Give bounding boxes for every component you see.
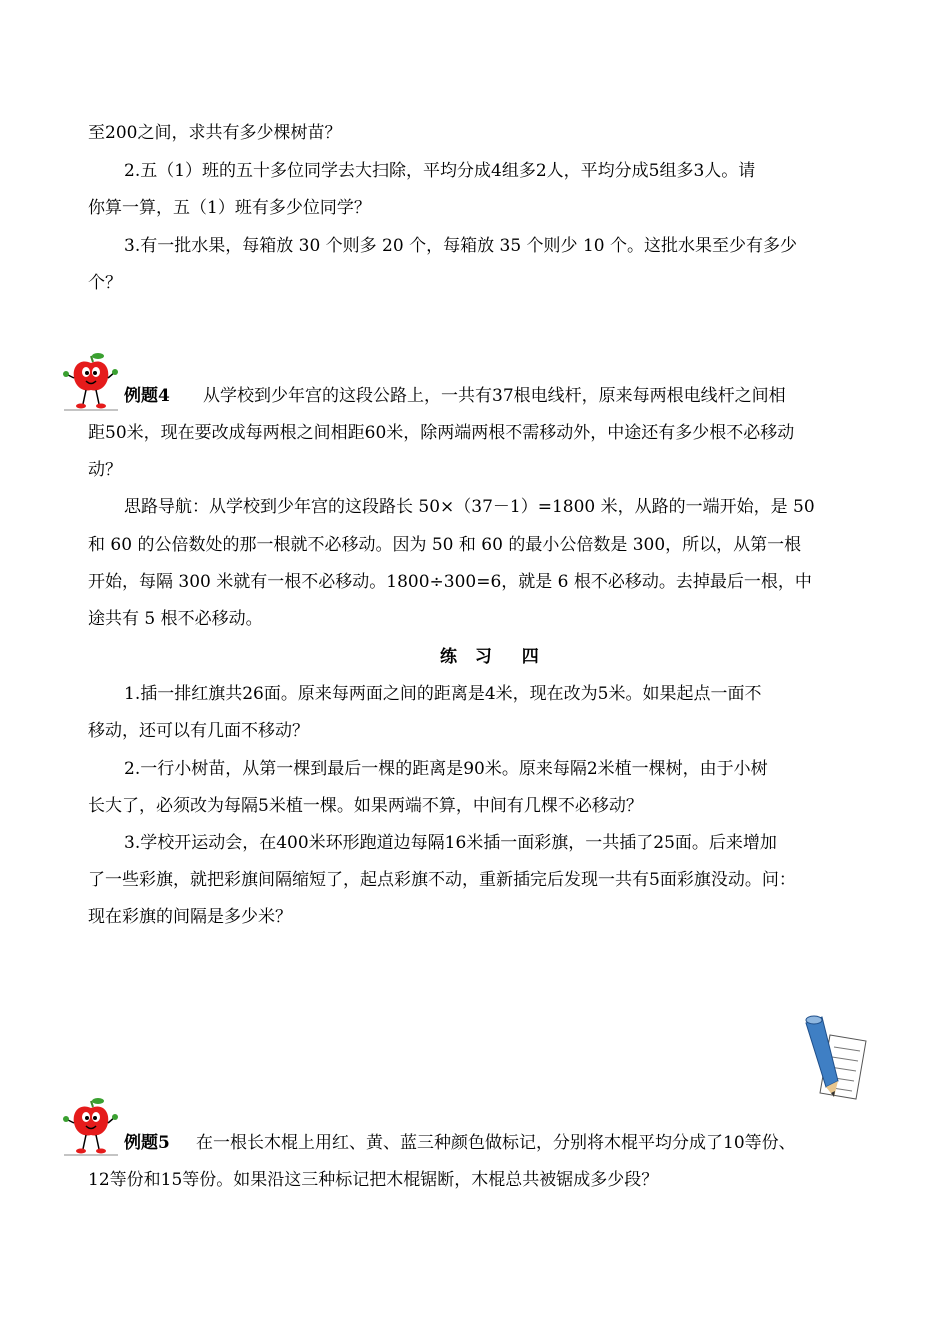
apple-mascot-icon [60,1095,122,1157]
pencil-paper-icon [800,1013,870,1103]
example-label: 例题4 [124,386,170,406]
hint-line: 开始，每隔 300 米就有一根不必移动。1800÷300=6，就是 6 根不必移动。去掉最后一根，中 [88,572,812,592]
exercise-line: 了一些彩旗，就把彩旗间隔缩短了，起点彩旗不动，重新插完后发现一共有5面彩旗没动。问： [88,870,796,890]
problem-line: 个？ [88,273,122,293]
exercise-line: 3.学校开运动会，在400米环形跑道边每隔16米插一面彩旗，一共插了25面。后来增加 [124,833,777,853]
example-text-line: 从学校到少年宫的这段公路上，一共有37根电线杆，原来每两根电线杆之间相 [203,386,786,406]
exercise-line: 长大了，必须改为每隔5米植一棵。如果两端不算，中间有几棵不必移动？ [88,796,643,816]
exercise-line: 2.一行小树苗，从第一棵到最后一棵的距离是90米。原来每隔2米植一棵树，由于小树 [124,759,768,779]
example-label: 例题5 [124,1133,170,1153]
example-text-line: 动？ [88,460,122,480]
example-text-line: 在一根长木棍上用红、黄、蓝三种颜色做标记，分别将木棍平均分成了10等份、 [196,1133,796,1153]
hint-line: 和 60 的公倍数处的那一根就不必移动。因为 50 和 60 的最小公倍数是 300，所以，从第一根 [88,535,802,555]
exercise-line: 移动，还可以有几面不移动？ [88,721,309,741]
problem-line: 3.有一批水果，每箱放 30 个则多 20 个，每箱放 35 个则少 10 个。这批水果至少有多少 [124,236,797,256]
hint-line: 思路导航：从学校到少年宫的这段路长 50×（37－1）=1800 米，从路的一端开始，是 50 [124,497,815,517]
problem-line: 至200之间，求共有多少棵树苗？ [88,123,342,143]
exercise-line: 现在彩旗的间隔是多少米？ [88,907,292,927]
example-text-line: 12等份和15等份。如果沿这三种标记把木棍锯断，木棍总共被锯成多少段？ [88,1170,659,1190]
section-title: 练 习 四 [440,647,545,667]
exercise-line: 1.插一排红旗共26面。原来每两面之间的距离是4米，现在改为5米。如果起点一面不 [124,684,762,704]
example-text-line: 距50米，现在要改成每两根之间相距60米，除两端两根不需移动外，中途还有多少根不必移动 [88,423,795,443]
problem-line: 2.五（1）班的五十多位同学去大扫除，平均分成4组多2人，平均分成5组多3人。请 [124,161,756,181]
apple-mascot-icon [60,350,122,412]
problem-line: 你算一算，五（1）班有多少位同学？ [88,198,371,218]
hint-line: 途共有 5 根不必移动。 [88,609,263,629]
